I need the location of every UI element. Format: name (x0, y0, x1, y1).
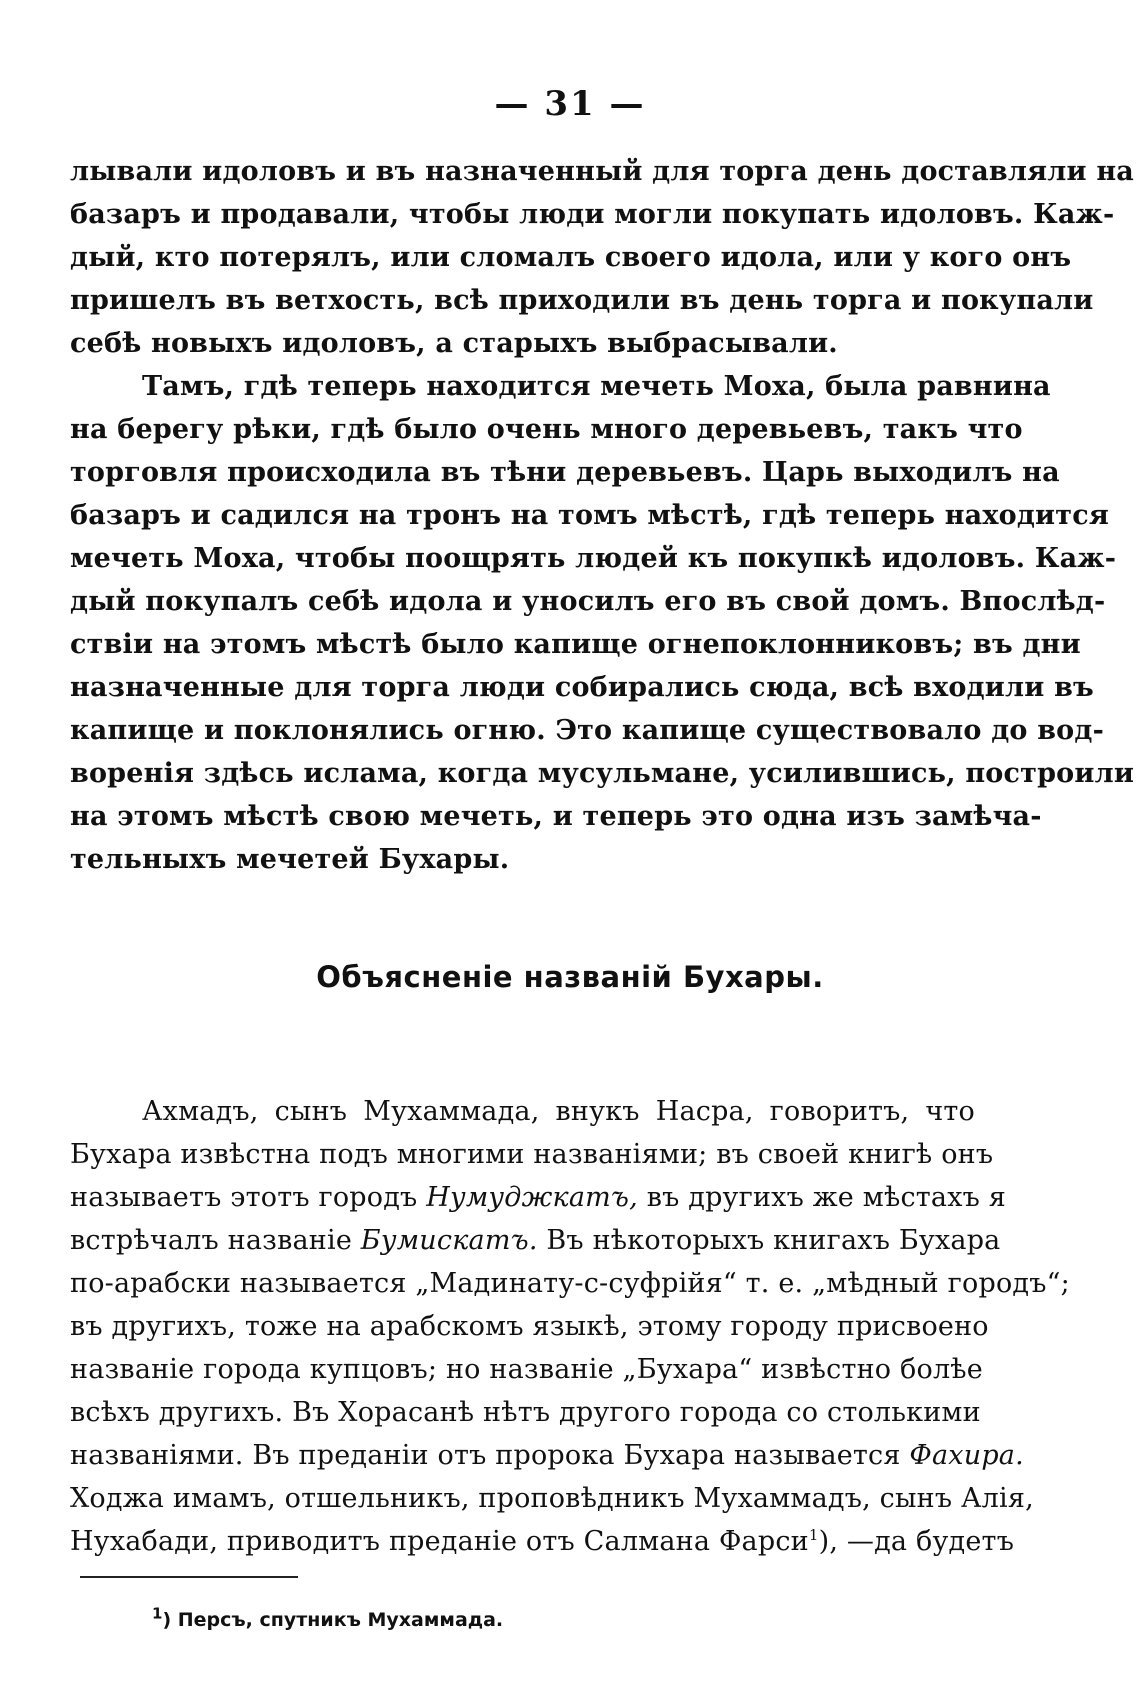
text-line: на этомъ мѣстѣ свою мечеть, и теперь это одна изъ замѣча- (70, 801, 1042, 832)
text-segment: встрѣчалъ названіе (70, 1225, 361, 1256)
italic-term: Бумискатъ. (360, 1225, 538, 1256)
text-line (70, 1133, 994, 1176)
section-heading: Объясненіе названій Бухары. (316, 960, 824, 994)
text-segment: въ другихъ, тоже на арабскомъ языкѣ, этому городу присвоено (70, 1311, 989, 1342)
text-segment: Нухабади, приводитъ преданіе отъ Салмана Фарси (70, 1526, 809, 1557)
text-segment: всѣхъ другихъ. Въ Хорасанѣ нѣтъ другого города со столькими (70, 1397, 981, 1428)
footnote (152, 1604, 504, 1631)
text-line (70, 1262, 1070, 1305)
text-line: базаръ и продавали, чтобы люди могли покупать идоловъ. Каж- (70, 199, 1115, 230)
text-line: капище и поклонялись огню. Это капище существовало до вод- (70, 715, 1104, 746)
text-line: лывали идоловъ и въ назначенный для торга день доставляли на (70, 156, 1134, 187)
text-line (70, 1090, 975, 1133)
text-segment: названіями. Въ преданіи отъ пророка Бухара называется (70, 1440, 910, 1471)
text-line: базаръ и садился на тронъ на томъ мѣстѣ, гдѣ теперь находится (70, 500, 1110, 531)
text-line: мечеть Моха, чтобы поощрять людей къ покупкѣ идоловъ. Каж- (70, 543, 1117, 574)
text-line: назначенные для торга люди собирались сюда, всѣ входили въ (70, 672, 1094, 703)
text-segment: называетъ этотъ городъ (70, 1182, 427, 1213)
page-number: — 31 — (494, 84, 646, 124)
text-segment: Въ нѣкоторыхъ книгахъ Бухара (537, 1225, 1001, 1256)
text-line: пришелъ въ ветхость, всѣ приходили въ день торга и покупали (70, 285, 1094, 316)
text-segment: ), —да будетъ (818, 1526, 1015, 1557)
text-line: Тамъ, гдѣ теперь находится мечеть Моха, была равнина (142, 371, 1051, 402)
text-line (70, 1176, 1007, 1219)
text-line (70, 1434, 1024, 1477)
text-segment: въ другихъ же мѣстахъ я (637, 1182, 1007, 1213)
text-line (70, 1520, 1015, 1563)
italic-term: Нумуджкатъ, (426, 1182, 638, 1213)
paragraph-continued (70, 150, 1134, 365)
italic-term: Фахира. (909, 1440, 1024, 1471)
footnote-divider (80, 1576, 298, 1578)
text-line (70, 1219, 1001, 1262)
text-line: воренія здѣсь ислама, когда мусульмане, усилившись, построили (70, 758, 1135, 789)
text-line (70, 1391, 981, 1434)
text-segment: Бухара извѣстна подъ многими названіями; въ своей книгѣ онъ (70, 1139, 994, 1170)
text-line: торговля происходила въ тѣни деревьевъ. Царь выходилъ на (70, 457, 1060, 488)
text-segment: Ходжа имамъ, отшельникъ, проповѣдникъ Мухаммадъ, сынъ Алія, (70, 1483, 1034, 1514)
paragraph-bukhara-names (70, 1090, 1070, 1563)
text-line: дый покупалъ себѣ идола и уносилъ его въ свой домъ. Впослѣд- (70, 586, 1106, 617)
text-line: себѣ новыхъ идоловъ, а старыхъ выбрасывали. (70, 328, 838, 359)
text-line: тельныхъ мечетей Бухары. (70, 844, 510, 875)
footnote-marker: 1 (152, 1604, 163, 1623)
text-line (70, 1305, 989, 1348)
text-line (70, 1477, 1034, 1520)
footnote-text: ) Персъ, спутникъ Мухаммада. (162, 1609, 504, 1631)
text-segment: названіе города купцовъ; но названіе „Бухара“ извѣстно болѣе (70, 1354, 983, 1385)
text-segment: Ахмадъ, сынъ Мухаммада, внукъ Насра, говоритъ, что (142, 1096, 975, 1127)
text-segment: по-арабски называется „Мадинату-с-суфрійя“ т. е. „мѣдный городъ“; (70, 1268, 1070, 1299)
footnote-ref: 1 (808, 1526, 819, 1544)
text-line: ствіи на этомъ мѣстѣ было капище огнепоклонниковъ; въ дни (70, 629, 1081, 660)
text-line: на берегу рѣки, гдѣ было очень много деревьевъ, такъ что (70, 414, 1023, 445)
paragraph-moha-mosque (70, 365, 1135, 881)
text-line (70, 1348, 983, 1391)
text-line: дый, кто потерялъ, или сломалъ своего идола, или у кого онъ (70, 242, 1072, 273)
